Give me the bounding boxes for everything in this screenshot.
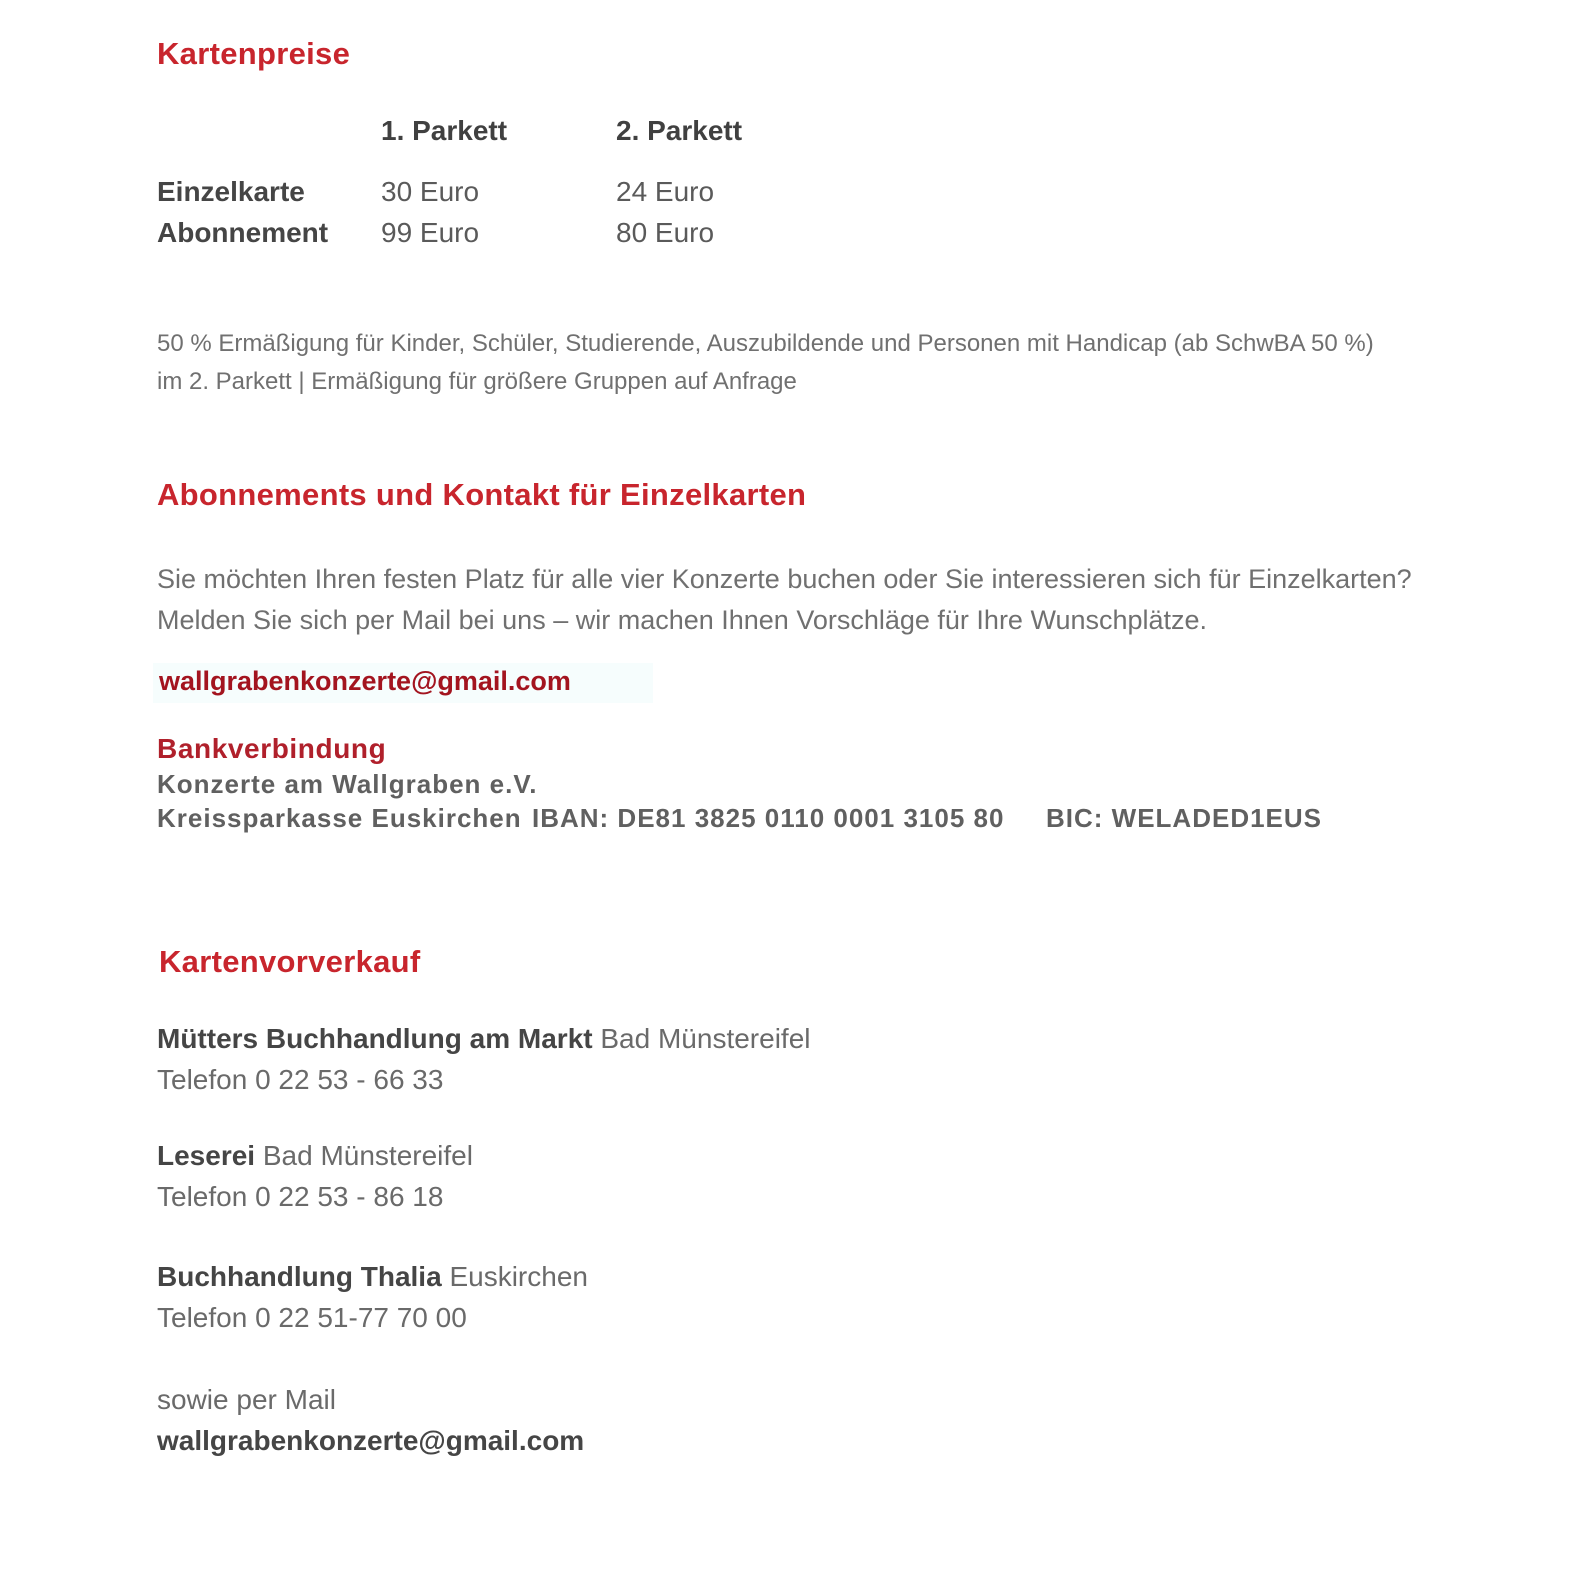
shop-place: Euskirchen xyxy=(449,1261,588,1292)
shop-entry-muetters xyxy=(157,1023,810,1055)
discount-note-line-1: 50 % Ermäßigung für Kinder, Schüler, Studierende, Auszubildende und Personen mit Handicap (ab SchwBA 50 %) xyxy=(157,330,1374,357)
price-einzelkarte-parkett-1: 30 Euro xyxy=(381,176,480,207)
contact-intro-line-2: Melden Sie sich per Mail bei uns – wir machen Ihnen Vorschläge für Ihre Wunschplätze. xyxy=(157,605,1208,635)
shop-place: Bad Münstereifel xyxy=(262,1140,473,1171)
shop-name: Buchhandlung Thalia xyxy=(157,1261,442,1292)
contact-heading: Abonnements und Kontakt für Einzelkarten xyxy=(157,477,807,512)
price-row-label-abonnement: Abonnement xyxy=(157,217,329,248)
bank-account-holder: Konzerte am Wallgraben e.V. xyxy=(157,769,538,799)
shop-phone: Telefon 0 22 53 - 86 18 xyxy=(157,1181,444,1212)
contact-intro-line-1: Sie möchten Ihren festen Platz für alle vier Konzerte buchen oder Sie interessieren sich für Einzelkarten? xyxy=(157,564,1412,594)
shop-name: Mütters Buchhandlung am Markt xyxy=(157,1023,593,1054)
price-einzelkarte-parkett-2: 24 Euro xyxy=(616,176,715,207)
bank-title: Bankverbindung xyxy=(157,733,387,764)
shop-entry-leserei xyxy=(157,1140,473,1172)
column-header-parkett-1: 1. Parkett xyxy=(381,115,508,146)
presale-heading: Kartenvorverkauf xyxy=(159,944,421,979)
bank-name: Kreissparkasse Euskirchen xyxy=(157,803,522,833)
bank-bic: BIC: WELADED1EUS xyxy=(1046,803,1323,833)
presale-email-link[interactable]: wallgrabenkonzerte@gmail.com xyxy=(157,1425,585,1456)
column-header-parkett-2: 2. Parkett xyxy=(616,115,743,146)
shop-name: Leserei xyxy=(157,1140,256,1171)
bank-iban: IBAN: DE81 3825 0110 0001 3105 80 xyxy=(532,803,1005,833)
price-abonnement-parkett-1: 99 Euro xyxy=(381,217,480,248)
pricing-heading: Kartenpreise xyxy=(157,36,351,71)
contact-email-link[interactable]: wallgrabenkonzerte@gmail.com xyxy=(159,666,571,696)
shop-phone: Telefon 0 22 53 - 66 33 xyxy=(157,1064,444,1095)
price-row-label-einzelkarte: Einzelkarte xyxy=(157,176,305,207)
shop-place: Bad Münstereifel xyxy=(600,1023,811,1054)
shop-entry-thalia xyxy=(157,1261,588,1293)
price-abonnement-parkett-2: 80 Euro xyxy=(616,217,715,248)
discount-note-line-2: im 2. Parkett | Ermäßigung für größere Gruppen auf Anfrage xyxy=(157,368,797,395)
shop-phone: Telefon 0 22 51-77 70 00 xyxy=(157,1302,467,1333)
presale-mail-intro: sowie per Mail xyxy=(157,1384,336,1415)
